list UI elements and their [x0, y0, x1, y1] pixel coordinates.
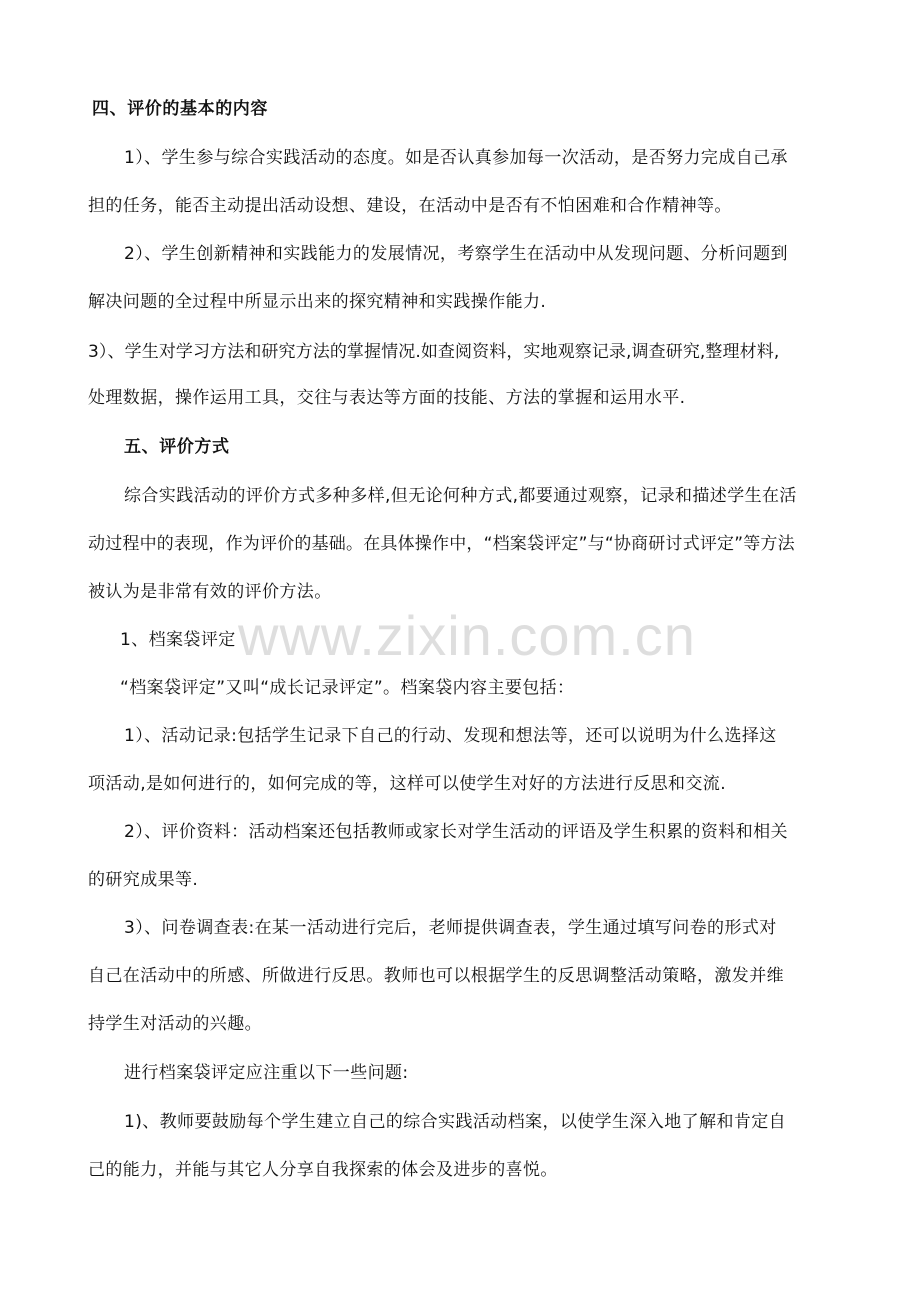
- item-1-line-2: 担的任务，能否主动提出活动设想、建设，在活动中是否有不怕困难和合作精神等。: [88, 196, 732, 216]
- item-1-line-1: 1）、学生参与综合实践活动的态度。如是否认真参加每一次活动，是否努力完成自己承: [124, 148, 788, 168]
- material-line-2: 的研究成果等.: [88, 870, 199, 890]
- survey-line-2: 自己在活动中的所感、所做进行反思。教师也可以根据学生的反思调整活动策略，激发并维: [88, 966, 784, 986]
- intro-line-1: 综合实践活动的评价方式多种多样,但无论何种方式,都要通过观察，记录和描述学生在活: [124, 486, 797, 506]
- section-4-heading: 四、评价的基本的内容: [92, 99, 268, 119]
- item-2-line-2: 解决问题的全过程中所显示出来的探究精神和实践操作能力.: [88, 292, 547, 312]
- survey-line-1: 3）、问卷调查表:在某一活动进行完后，老师提供调查表，学生通过填写问卷的形式对: [124, 918, 777, 938]
- notice-1-line-2: 己的能力，并能与其它人分享自我探索的体会及进步的喜悦。: [88, 1160, 558, 1180]
- subsection-1-desc: “档案袋评定”又叫“成长记录评定”。档案袋内容主要包括：: [120, 678, 575, 698]
- subsection-1-title: 1、档案袋评定: [120, 630, 236, 650]
- record-line-2: 项活动,是如何进行的，如何完成的等，这样可以使学生对好的方法进行反思和交流.: [88, 774, 727, 794]
- item-2-line-1: 2）、学生创新精神和实践能力的发展情况，考察学生在活动中从发现问题、分析问题到: [124, 244, 788, 264]
- item-3-line-1: 3）、学生对学习方法和研究方法的掌握情况.如查阅资料，实地观察记录,调查研究,整理材料,: [88, 342, 780, 362]
- notice-title: 进行档案袋评定应注重以下一些问题:: [124, 1063, 409, 1083]
- record-line-1: 1）、活动记录:包括学生记录下自己的行动、发现和想法等，还可以说明为什么选择这: [124, 726, 777, 746]
- intro-line-3: 被认为是非常有效的评价方法。: [88, 582, 332, 602]
- item-3-line-2: 处理数据，操作运用工具，交往与表达等方面的技能、方法的掌握和运用水平.: [88, 388, 686, 408]
- material-line-1: 2）、评价资料：活动档案还包括教师或家长对学生活动的评语及学生积累的资料和相关: [124, 822, 788, 842]
- survey-line-3: 持学生对活动的兴趣。: [88, 1014, 262, 1034]
- watermark: www.zixin.com.cn: [238, 604, 696, 667]
- intro-line-2: 动过程中的表现，作为评价的基础。在具体操作中，“档案袋评定”与“协商研讨式评定”等方法: [88, 534, 795, 554]
- notice-1-line-1: 1)、教师要鼓励每个学生建立自己的综合实践活动档案，以使学生深入地了解和肯定自: [124, 1112, 787, 1132]
- section-5-heading: 五、评价方式: [124, 437, 230, 457]
